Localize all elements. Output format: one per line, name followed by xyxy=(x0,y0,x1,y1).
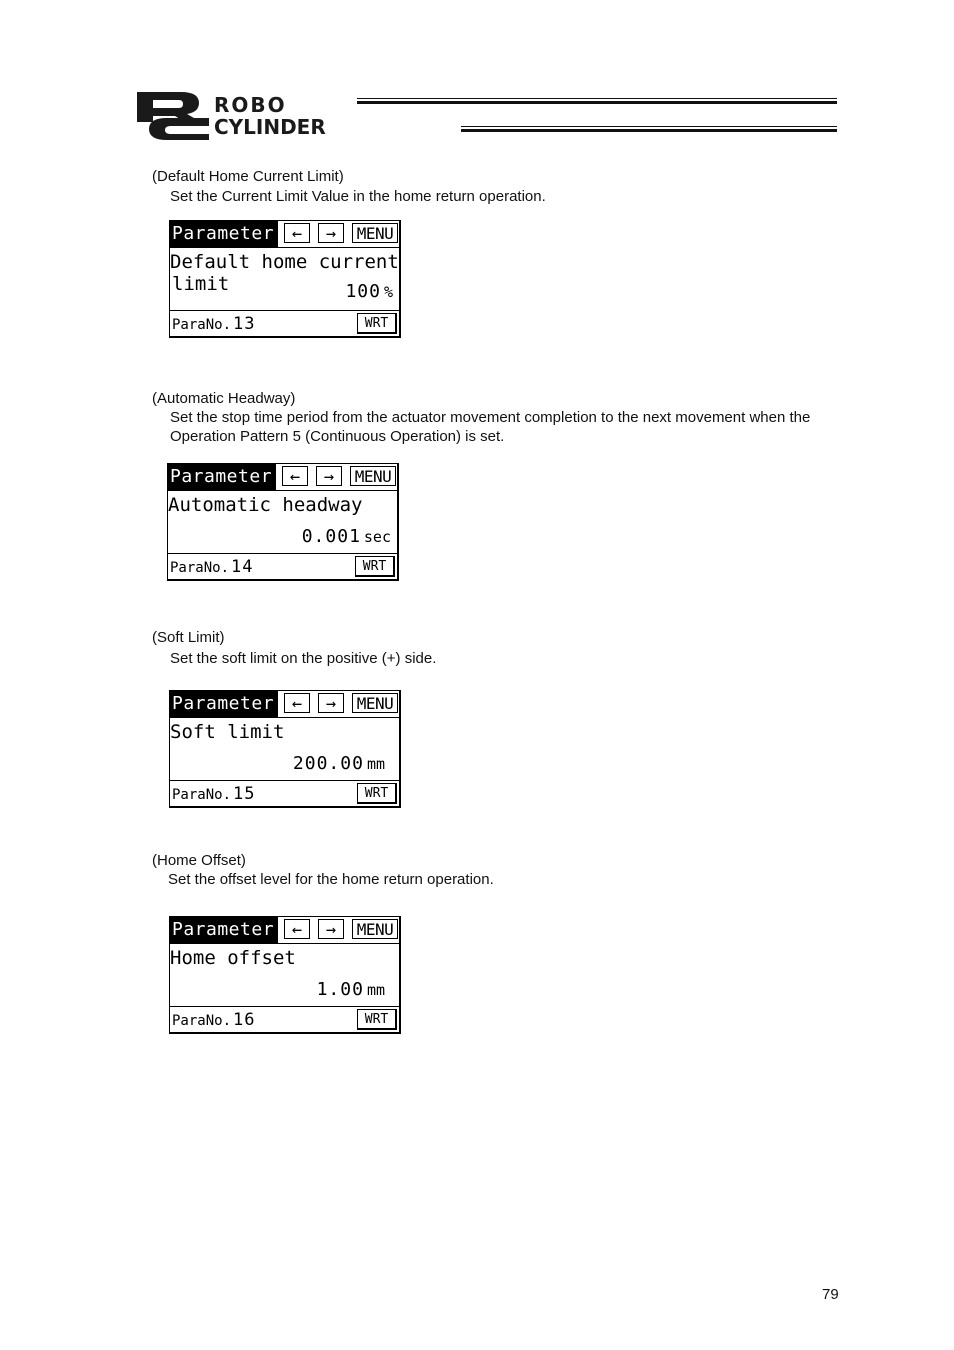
header-rule-bottom-thick xyxy=(461,129,837,132)
section-description: Set the Current Limit Value in the home return operation. xyxy=(170,188,546,205)
write-button[interactable]: WRT xyxy=(357,1009,397,1030)
section-description: Set the offset level for the home return operation. xyxy=(168,871,494,888)
parameter-tab[interactable]: Parameter xyxy=(170,691,278,717)
parameter-unit: mm xyxy=(366,755,385,773)
section-title: (Default Home Current Limit) xyxy=(152,168,344,185)
parameter-value-field[interactable] xyxy=(345,281,393,303)
parameter-value-field[interactable] xyxy=(293,753,385,775)
header-rule-bottom-thin xyxy=(461,126,837,127)
section-description: Set the soft limit on the positive (+) side. xyxy=(170,650,437,667)
right-arrow-button[interactable]: → xyxy=(318,693,344,713)
para-label: ParaNo. xyxy=(170,560,230,576)
menu-button[interactable]: MENU xyxy=(352,919,398,939)
parameter-tab[interactable]: Parameter xyxy=(170,917,278,943)
write-button[interactable]: WRT xyxy=(357,783,397,804)
left-arrow-button[interactable]: ← xyxy=(284,223,310,243)
section-title: (Home Offset) xyxy=(152,852,246,869)
para-number xyxy=(172,784,256,805)
parameter-unit: sec xyxy=(363,528,391,546)
lcd-footer xyxy=(168,553,397,580)
para-no: 15 xyxy=(233,784,256,804)
para-label: ParaNo. xyxy=(172,787,232,803)
rc-logo xyxy=(137,90,209,140)
header-rule-top-thick xyxy=(357,101,837,104)
right-arrow-button[interactable]: → xyxy=(318,919,344,939)
menu-button[interactable]: MENU xyxy=(352,223,398,243)
parameter-unit: mm xyxy=(366,981,385,999)
para-no: 16 xyxy=(233,1010,256,1030)
section-description: Set the stop time period from the actuator movement completion to the next movement when the Operation Pattern 5 (Continuous Operation) is set. xyxy=(170,409,811,445)
lcd-title-bar xyxy=(170,691,399,718)
lcd-title-bar xyxy=(168,464,397,491)
parameter-value: 0.001 xyxy=(301,526,361,547)
lcd-footer xyxy=(170,310,399,337)
para-number xyxy=(172,314,256,335)
parameter-value: 100 xyxy=(345,281,381,302)
left-arrow-button[interactable]: ← xyxy=(284,919,310,939)
parameter-name-line1: Automatic headway xyxy=(168,494,363,516)
brand-line1: ROBO xyxy=(214,93,287,117)
lcd-title-bar xyxy=(170,917,399,944)
page-number: 79 xyxy=(822,1286,839,1303)
write-button[interactable]: WRT xyxy=(357,313,397,334)
para-no: 14 xyxy=(231,557,254,577)
parameter-name-line2: limit xyxy=(172,273,230,295)
section-title: (Soft Limit) xyxy=(152,629,225,646)
para-label: ParaNo. xyxy=(172,1013,232,1029)
parameter-unit: % xyxy=(383,283,393,301)
parameter-name-line1: Default home current xyxy=(170,251,399,273)
parameter-value-field[interactable] xyxy=(302,526,391,548)
parameter-value: 200.00 xyxy=(292,753,364,774)
parameter-name-line1: Soft limit xyxy=(170,721,285,743)
lcd-footer xyxy=(170,780,399,807)
menu-button[interactable]: MENU xyxy=(352,693,398,713)
right-arrow-button[interactable]: → xyxy=(318,223,344,243)
lcd-screen xyxy=(169,690,401,808)
lcd-screen xyxy=(169,916,401,1034)
parameter-tab[interactable]: Parameter xyxy=(168,464,276,490)
left-arrow-button[interactable]: ← xyxy=(284,693,310,713)
menu-button[interactable]: MENU xyxy=(350,466,396,486)
lcd-screen xyxy=(167,463,399,581)
parameter-value-field[interactable] xyxy=(317,979,385,1001)
header-rule-top-thin xyxy=(357,98,837,99)
parameter-value: 1.00 xyxy=(316,979,364,1000)
write-button[interactable]: WRT xyxy=(355,556,395,577)
lcd-title-bar xyxy=(170,221,399,248)
para-label: ParaNo. xyxy=(172,317,232,333)
brand-line2: CYLINDER xyxy=(214,115,326,139)
lcd-footer xyxy=(170,1006,399,1033)
para-number xyxy=(172,1010,256,1031)
section-title: (Automatic Headway) xyxy=(152,390,296,407)
right-arrow-button[interactable]: → xyxy=(316,466,342,486)
parameter-name-line1: Home offset xyxy=(170,947,296,969)
left-arrow-button[interactable]: ← xyxy=(282,466,308,486)
parameter-tab[interactable]: Parameter xyxy=(170,221,278,247)
lcd-screen xyxy=(169,220,401,338)
para-no: 13 xyxy=(233,314,256,334)
para-number xyxy=(170,557,254,578)
